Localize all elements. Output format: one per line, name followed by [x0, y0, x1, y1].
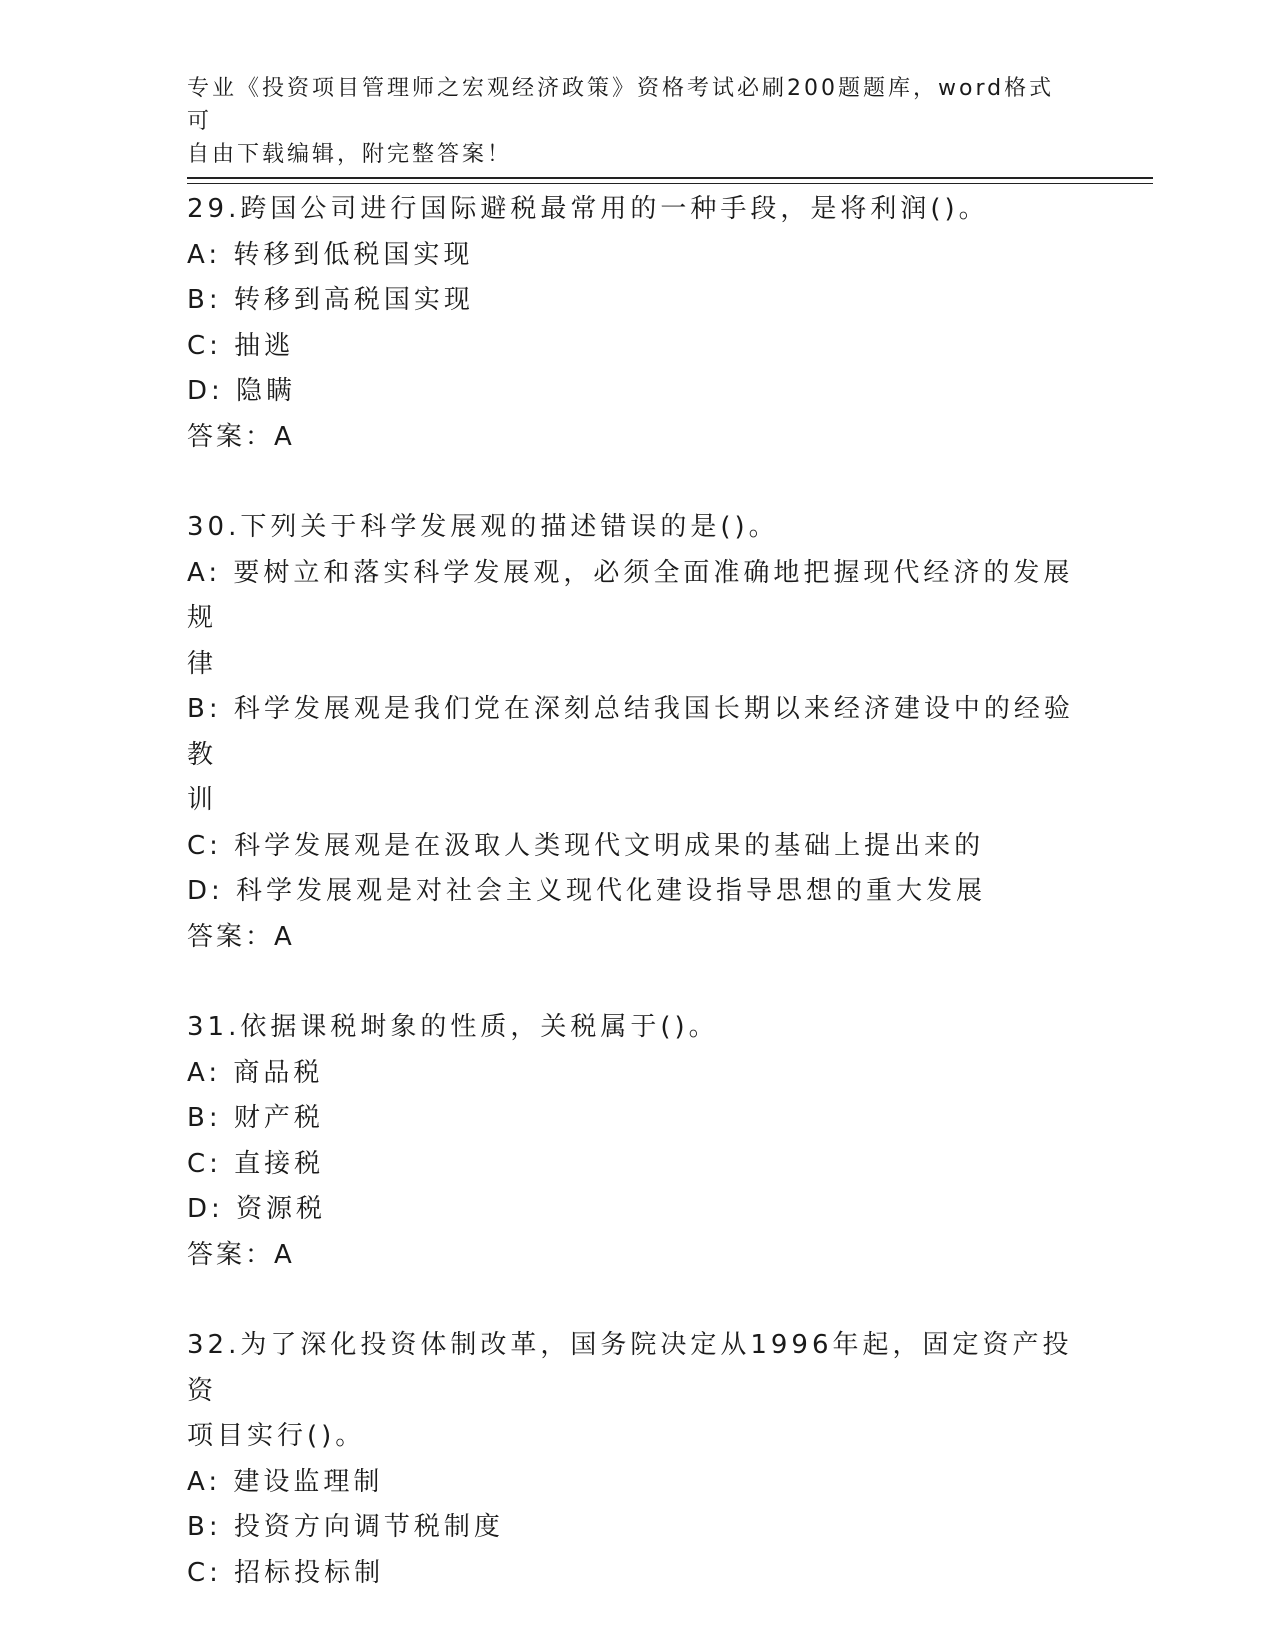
question-30 [187, 505, 1087, 960]
header-line-2: 自由下载编辑，附完整答案！ [187, 142, 513, 167]
option-b: B: 投资方向调节税制度 [187, 1512, 504, 1542]
option-d: D: 隐瞒 [187, 376, 297, 406]
question-list [187, 187, 1087, 1641]
option-b: B: 科学发展观是我们党在深刻总结我国长期以来经济建设中的经验教 [187, 694, 1074, 770]
header-divider-thin [187, 183, 1153, 184]
question-29 [187, 187, 1087, 460]
option-d: D: 科学发展观是对社会主义现代化建设指导思想的重大发展 [187, 876, 987, 906]
question-stem: 29.跨国公司进行国际避税最常用的一种手段，是将利润()。 [187, 194, 989, 224]
option-c: C: 直接税 [187, 1148, 325, 1179]
question-32 [187, 1323, 1087, 1596]
option-a-wrap: 律 [187, 648, 218, 679]
option-b-wrap: 训 [187, 785, 218, 815]
option-a: A: 商品税 [187, 1057, 324, 1088]
question-stem-wrap: 项目实行()。 [187, 1421, 366, 1451]
question-31 [187, 1005, 1087, 1278]
answer: 答案：A [187, 1239, 295, 1270]
option-c: C: 抽逃 [187, 330, 295, 361]
question-stem: 32.为了深化投资体制改革，国务院决定从1996年起，固定资产投资 [187, 1330, 1073, 1406]
document-header [187, 72, 1067, 171]
option-d: D: 资源税 [187, 1194, 327, 1224]
header-line-1: 专业《投资项目管理师之宏观经济政策》资格考试必刷200题题库，word格式可 [187, 76, 1055, 134]
option-a: A: 要树立和落实科学发展观，必须全面准确地把握现代经济的发展规 [187, 557, 1074, 633]
answer: 答案：A [187, 921, 295, 952]
header-divider-thick [187, 177, 1153, 179]
option-c: C: 科学发展观是在汲取人类现代文明成果的基础上提出来的 [187, 830, 985, 861]
option-a: A: 建设监理制 [187, 1466, 384, 1497]
option-c: C: 招标投标制 [187, 1557, 385, 1588]
answer: 答案：A [187, 421, 295, 452]
question-stem: 30.下列关于科学发展观的描述错误的是()。 [187, 512, 779, 542]
option-b: B: 转移到高税国实现 [187, 285, 474, 315]
option-a: A: 转移到低税国实现 [187, 239, 474, 270]
question-stem: 31.依据课税埘象的性质，关税属于()。 [187, 1012, 719, 1042]
option-b: B: 财产税 [187, 1103, 324, 1133]
